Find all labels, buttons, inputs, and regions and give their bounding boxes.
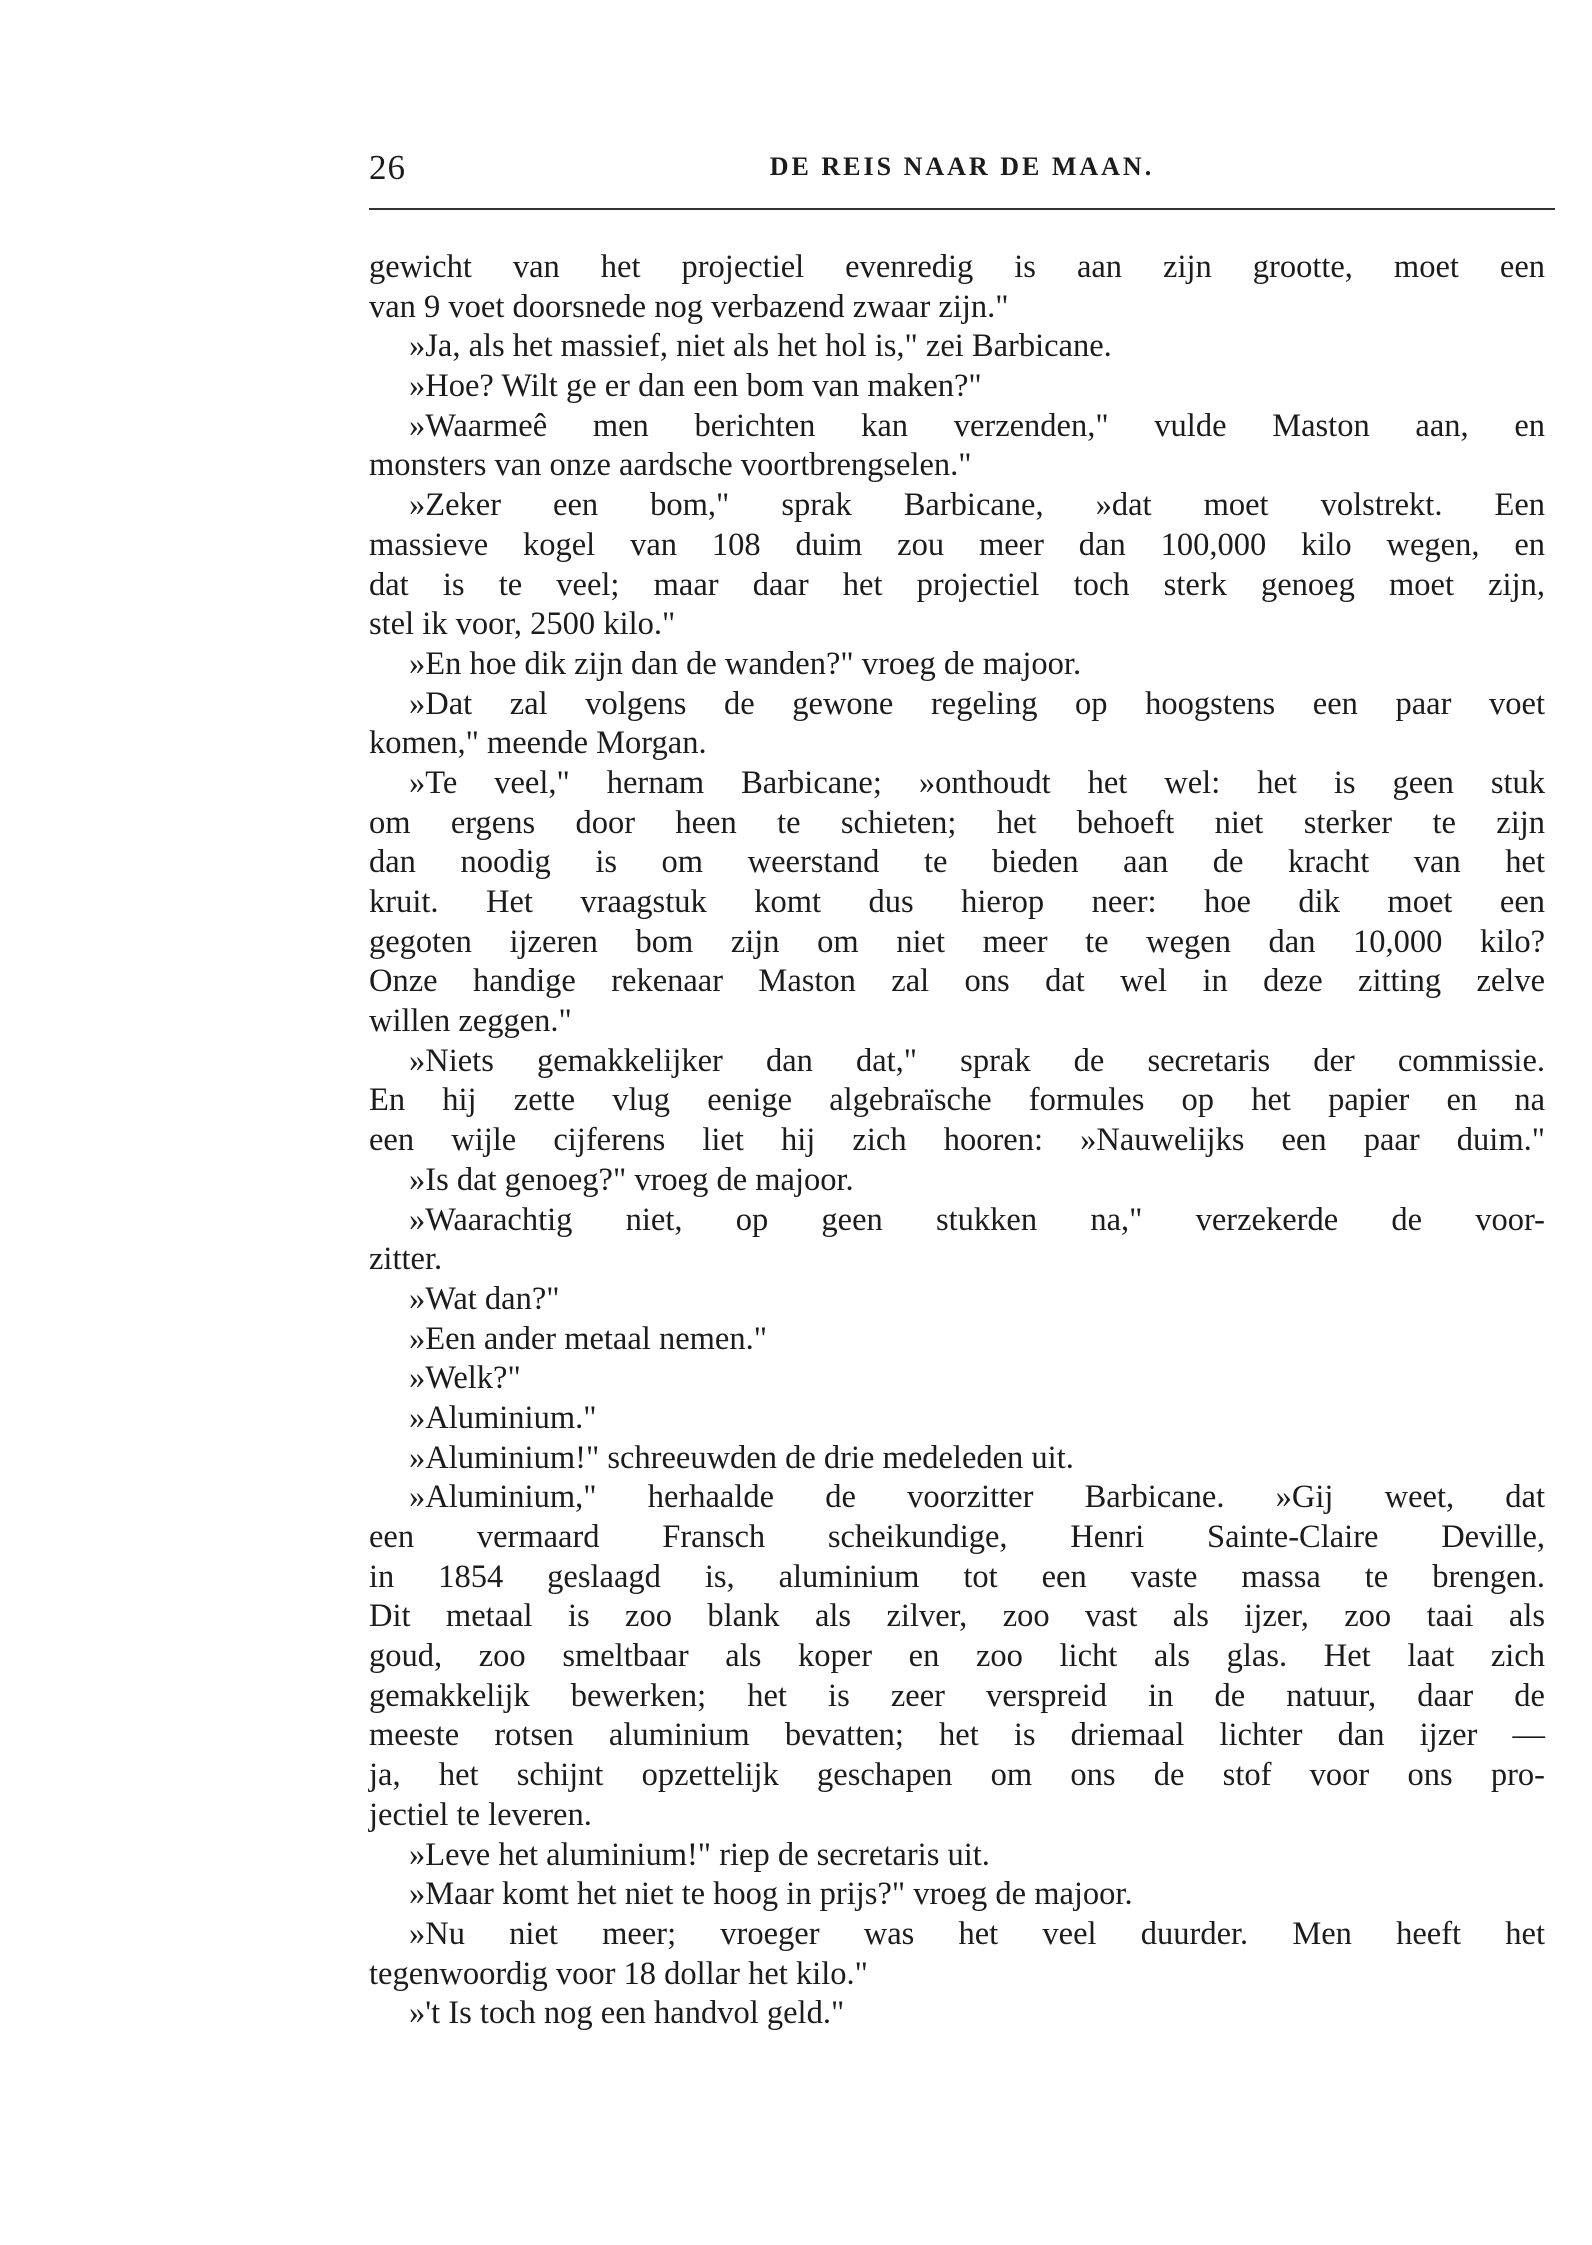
text-line: »Leve het aluminium!" riep de secretaris uit. <box>409 1836 990 1873</box>
text-line: meeste rotsen aluminium bevatten; het is driemaal lichter dan ijzer — <box>369 1717 1545 1754</box>
text-line: »Maar komt het niet te hoog in prijs?" vroeg de majoor. <box>409 1876 1133 1913</box>
text-line: »Welk?" <box>409 1360 521 1397</box>
text-line: Dit metaal is zoo blank als zilver, zoo vast als ijzer, zoo taai als <box>369 1598 1545 1635</box>
text-line: »Aluminium," herhaalde de voorzitter Barbicane. »Gij weet, dat <box>409 1479 1545 1516</box>
text-line: een vermaard Fransch scheikundige, Henri Sainte-Claire Deville, <box>369 1519 1545 1555</box>
text-line: monsters van onze aardsche voortbrengselen." <box>369 447 972 484</box>
text-line: dan noodig is om weerstand te bieden aan de kracht van het <box>369 844 1545 881</box>
text-line: »Niets gemakkelijker dan dat," sprak de secretaris der commissie. <box>409 1042 1545 1079</box>
text-line: »Aluminium." <box>409 1399 597 1436</box>
text-line: »Nu niet meer; vroeger was het veel duurder. Men heeft het <box>409 1915 1545 1952</box>
text-line: willen zeggen." <box>369 1003 572 1040</box>
text-line: »Waarmeê men berichten kan verzenden," vulde Maston aan, en <box>409 407 1545 444</box>
text-line: »Waarachtig niet, op geen stukken na," verzekerde de voor- <box>409 1201 1545 1238</box>
text-line: »Hoe? Wilt ge er dan een bom van maken?" <box>409 368 982 405</box>
text-line: Onze handige rekenaar Maston zal ons dat wel in deze zitting zelve <box>369 963 1545 1000</box>
text-line: gegoten ijzeren bom zijn om niet meer te wegen dan 10,000 kilo? <box>369 923 1545 960</box>
text-line: »Ja, als het massief, niet als het hol is," zei Barbicane. <box>409 328 1112 365</box>
text-line: »Te veel," hernam Barbicane; »onthoudt het wel: het is geen stuk <box>409 764 1545 801</box>
text-line: zitter. <box>369 1241 443 1278</box>
text-line: van 9 voet doorsnede nog verbazend zwaar zijn." <box>369 288 1009 325</box>
text-line: ja, het schijnt opzettelijk geschapen om ons de stof voor ons pro- <box>369 1757 1545 1794</box>
running-title: DE REIS NAAR DE MAAN. <box>769 152 1155 181</box>
text-line: gewicht van het projectiel evenredig is aan zijn grootte, moet een <box>369 249 1545 285</box>
text-line: »Dat zal volgens de gewone regeling op hoogstens een paar voet <box>409 685 1545 722</box>
running-head <box>369 148 1555 188</box>
text-line: in 1854 geslaagd is, aluminium tot een vaste massa te brengen. <box>369 1558 1545 1595</box>
text-line: een wijle cijferens liet hij zich hooren: »Nauwelijks een paar duim." <box>369 1122 1545 1159</box>
text-line: »Zeker een bom," sprak Barbicane, »dat moet volstrekt. Een <box>409 487 1545 524</box>
header-rule <box>369 208 1555 210</box>
text-line: »Wat dan?" <box>409 1280 560 1317</box>
page-number: 26 <box>369 148 406 187</box>
text-line: dat is te veel; maar daar het projectiel toch sterk genoeg moet zijn, <box>369 566 1545 603</box>
text-line: om ergens door heen te schieten; het behoeft niet sterker te zijn <box>369 804 1545 841</box>
text-line: komen," meende Morgan. <box>369 725 707 762</box>
text-line: goud, zoo smeltbaar als koper en zoo licht als glas. Het laat zich <box>369 1638 1545 1675</box>
body-text <box>369 248 1545 2034</box>
text-line: En hij zette vlug eenige algebraïsche formules op het papier en na <box>369 1082 1545 1119</box>
text-line: »Aluminium!" schreeuwden de drie medeleden uit. <box>409 1439 1074 1476</box>
text-line: »En hoe dik zijn dan de wanden?" vroeg de majoor. <box>409 645 1082 682</box>
text-line: »'t Is toch nog een handvol geld." <box>409 1995 845 2032</box>
text-line: jectiel te leveren. <box>369 1796 592 1833</box>
text-line: gemakkelijk bewerken; het is zeer verspreid in de natuur, daar de <box>369 1677 1545 1714</box>
text-line: massieve kogel van 108 duim zou meer dan 100,000 kilo wegen, en <box>369 526 1545 563</box>
text-line: tegenwoordig voor 18 dollar het kilo." <box>369 1955 868 1992</box>
text-line: »Is dat genoeg?" vroeg de majoor. <box>409 1161 854 1198</box>
text-line: stel ik voor, 2500 kilo." <box>369 606 676 643</box>
text-line: »Een ander metaal nemen." <box>409 1320 767 1357</box>
text-line: kruit. Het vraagstuk komt dus hierop neer: hoe dik moet een <box>369 884 1545 920</box>
